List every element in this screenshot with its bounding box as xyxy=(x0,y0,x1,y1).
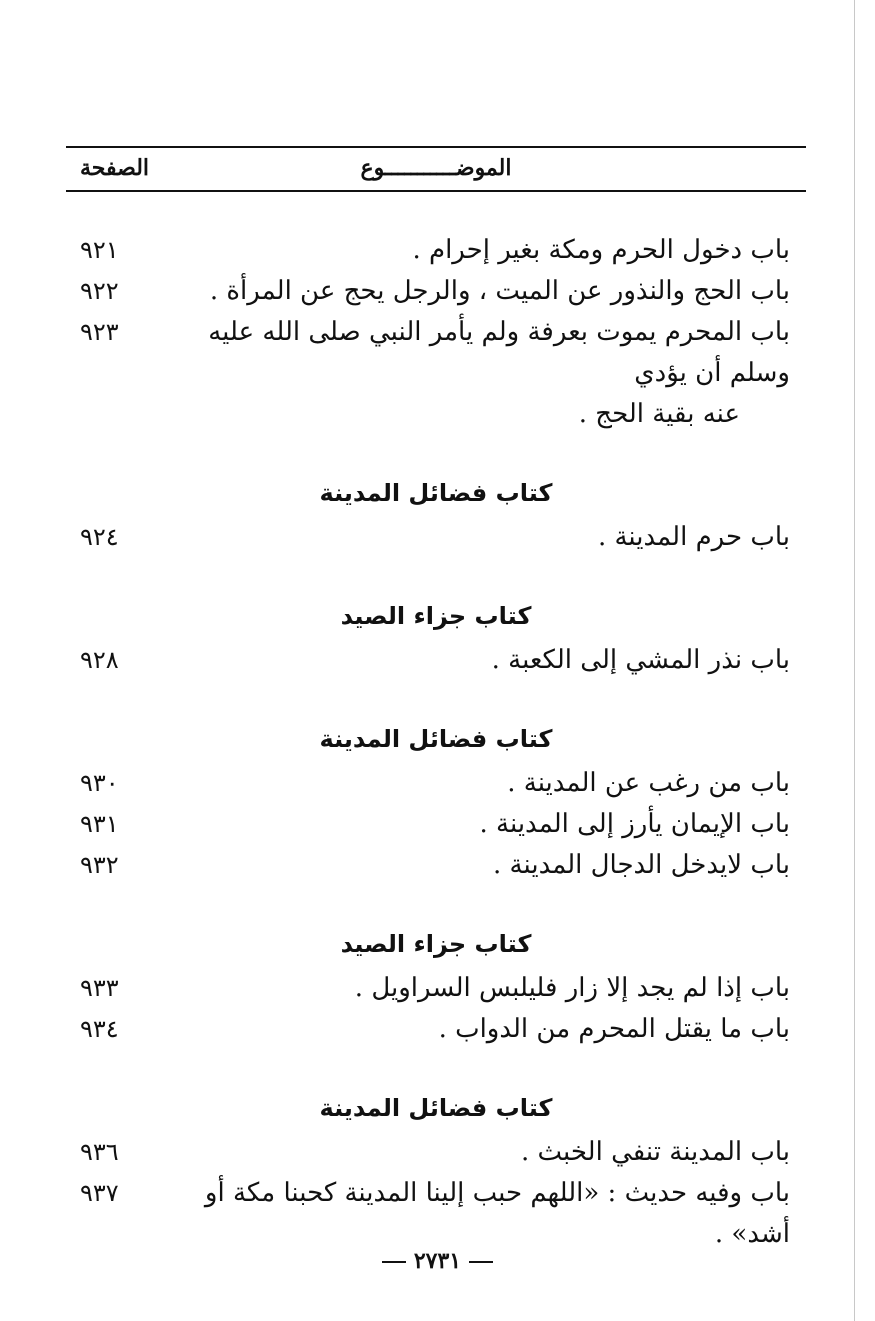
entry-page-number: ٩٢١ xyxy=(80,236,119,264)
entry-title: باب المحرم يموت بعرفة ولم يأمر النبي صلى الله عليه وسلم أن يؤدي xyxy=(208,317,790,388)
index-entry xyxy=(66,312,806,435)
footer-dash-right xyxy=(469,1261,493,1263)
entry-page-number: ٩٣٧ xyxy=(80,1179,119,1207)
entry-page-number: ٩٣٢ xyxy=(80,851,119,879)
index-content xyxy=(66,146,806,1255)
index-entry xyxy=(66,271,806,312)
index-entry xyxy=(66,845,806,886)
footer-page-number: ٢٧٣١ xyxy=(413,1248,462,1274)
entry-title: باب إذا لم يجد إلا زار فليلبس السراويل . xyxy=(354,973,790,1003)
entry-page-number: ٩٢٢ xyxy=(80,277,119,305)
entry-page-number: ٩٣٣ xyxy=(80,974,119,1002)
entry-title: باب من رغب عن المدينة . xyxy=(507,768,790,798)
entry-title: باب وفيه حديث : «اللهم حبب إلينا المدينة كحبنا مكة أو أشد» . xyxy=(204,1178,790,1249)
entry-title: باب الحج والنذور عن الميت ، والرجل يحج عن المرأة . xyxy=(209,276,790,306)
entry-title-wrap xyxy=(140,312,790,435)
index-entry xyxy=(66,517,806,558)
footer-dash-left xyxy=(382,1261,406,1263)
entry-page-number: ٩٣٤ xyxy=(80,1015,119,1043)
table-header xyxy=(66,146,806,192)
index-entry xyxy=(66,763,806,804)
section-heading: كتاب جزاء الصيد xyxy=(340,930,532,958)
entry-title-continuation: عنه بقية الحج . xyxy=(578,399,740,429)
entry-title: باب المدينة تنفي الخبث . xyxy=(520,1137,790,1167)
index-entry xyxy=(66,1173,806,1255)
entry-title: باب نذر المشي إلى الكعبة . xyxy=(491,645,790,675)
index-entry xyxy=(66,1132,806,1173)
index-entry xyxy=(66,968,806,1009)
entry-page-number: ٩٣٦ xyxy=(80,1138,119,1166)
section-heading: كتاب فضائل المدينة xyxy=(319,479,553,507)
page-column-label: الصفحة xyxy=(80,155,150,181)
entry-title: باب لايدخل الدجال المدينة . xyxy=(493,850,790,880)
entry-page-number: ٩٢٣ xyxy=(80,318,119,346)
entry-title: باب دخول الحرم ومكة بغير إحرام . xyxy=(412,235,790,265)
index-entry xyxy=(66,230,806,271)
page-edge-line xyxy=(854,0,855,1321)
index-entry xyxy=(66,1009,806,1050)
section-heading: كتاب جزاء الصيد xyxy=(340,602,532,630)
topic-column-label: الموضـــــــــــوع xyxy=(360,155,512,181)
section-heading: كتاب فضائل المدينة xyxy=(319,725,553,753)
entry-title: باب حرم المدينة . xyxy=(597,522,790,552)
index-entry xyxy=(66,640,806,681)
entry-page-number: ٩٢٨ xyxy=(80,646,119,674)
page-footer xyxy=(0,1248,875,1274)
entry-page-number: ٩٢٤ xyxy=(80,523,119,551)
entry-page-number: ٩٣٠ xyxy=(80,769,119,797)
section-heading: كتاب فضائل المدينة xyxy=(319,1094,553,1122)
entry-title: باب الإيمان يأرز إلى المدينة . xyxy=(479,809,790,839)
entry-page-number: ٩٣١ xyxy=(80,810,119,838)
entries-list xyxy=(66,230,806,1255)
entry-title: باب ما يقتل المحرم من الدواب . xyxy=(438,1014,790,1044)
index-entry xyxy=(66,804,806,845)
